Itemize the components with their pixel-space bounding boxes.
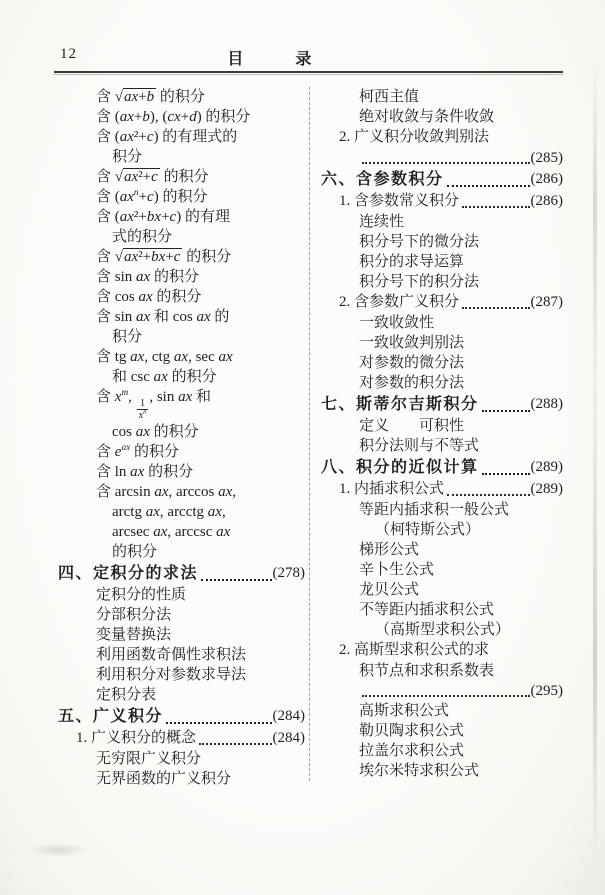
toc-entry bbox=[96, 247, 305, 267]
toc-entry-text: 积分号下的积分法 bbox=[359, 274, 480, 290]
toc-entry-text: 定积分的性质 bbox=[96, 587, 187, 604]
toc-entry-text: 1. 含参数常义积分 bbox=[339, 193, 460, 209]
toc-entry bbox=[96, 387, 305, 422]
toc-entry bbox=[339, 640, 563, 661]
toc-entry bbox=[112, 147, 305, 167]
toc-entry-text: （高斯型求积公式） bbox=[375, 622, 511, 638]
toc-entry bbox=[96, 107, 305, 127]
toc-entry-text: 七、斯蒂尔吉斯积分 bbox=[321, 396, 479, 413]
toc-entry bbox=[96, 605, 305, 625]
dot-leader bbox=[447, 494, 529, 496]
toc-entry-text: 龙贝公式 bbox=[359, 582, 420, 598]
toc-entry-page-number: (286) bbox=[530, 171, 563, 187]
toc-entry-text: 柯西主值 bbox=[359, 89, 420, 105]
toc-entry-text: 对参数的积分法 bbox=[359, 375, 465, 391]
toc-entry bbox=[359, 761, 563, 781]
toc-entry bbox=[359, 212, 563, 232]
toc-entry-text: 埃尔米特求积公式 bbox=[359, 763, 480, 779]
toc-entry-text: 勒贝陶求积公式 bbox=[359, 723, 465, 739]
toc-entry bbox=[96, 442, 305, 462]
toc-entry-text: 定义 可积性 bbox=[359, 418, 465, 434]
toc-entry bbox=[359, 353, 563, 373]
toc-entry bbox=[339, 292, 563, 313]
toc-entry-text: 辛卜生公式 bbox=[359, 562, 435, 578]
toc-entry bbox=[359, 333, 563, 353]
dot-leader bbox=[482, 473, 530, 475]
toc-entry bbox=[359, 600, 563, 620]
toc-entry bbox=[112, 422, 305, 442]
toc-section-entry bbox=[58, 705, 305, 728]
toc-section-entry bbox=[321, 168, 563, 191]
toc-entry-page-number: (288) bbox=[530, 396, 563, 412]
toc-entry bbox=[359, 580, 563, 600]
toc-entry bbox=[359, 741, 563, 761]
toc-entry-text: 的积分 bbox=[112, 544, 158, 561]
toc-entry-text: 含 √ax²+bx+c 的积分 bbox=[96, 249, 232, 265]
toc-entry bbox=[112, 502, 305, 522]
toc-entry-page-number: (295) bbox=[530, 683, 563, 699]
toc-entry-text: 含 cos ax 的积分 bbox=[96, 289, 202, 305]
radical-expression: √ax²+bx+c bbox=[114, 249, 181, 265]
toc-entry-text: 对参数的微分法 bbox=[359, 355, 465, 371]
radical-expression: √ax²+c bbox=[114, 169, 158, 185]
toc-entry bbox=[96, 87, 305, 107]
dot-leader bbox=[199, 743, 271, 745]
toc-entry bbox=[359, 721, 563, 741]
toc-entry-text: 四、定积分的求法 bbox=[58, 565, 199, 583]
toc-entry-text: 积分 bbox=[112, 329, 143, 345]
toc-entry-text: 分部积分法 bbox=[96, 607, 172, 624]
toc-entry bbox=[96, 645, 305, 665]
toc-entry-text: 定积分表 bbox=[96, 687, 157, 704]
toc-entry bbox=[96, 462, 305, 482]
toc-entry-text: （柯特斯公式） bbox=[375, 522, 481, 538]
toc-entry-text: 含 $x^m$, $\frac{1}{x^n}$ , sin ax 和 bbox=[96, 388, 212, 422]
toc-entry bbox=[339, 127, 563, 148]
toc-entry bbox=[96, 685, 305, 705]
toc-entry-text: 积节点和求积系数表 bbox=[359, 663, 495, 679]
toc-entry-text: 无界函数的广义积分 bbox=[96, 771, 232, 788]
toc-entry-text: 含 (ax²+bx+c) 的有理 bbox=[96, 209, 230, 225]
toc-entry-text: arctg ax, arcctg ax, bbox=[112, 504, 226, 521]
toc-entry-page-number: (284) bbox=[272, 708, 305, 725]
toc-entry bbox=[375, 620, 563, 640]
toc-entry bbox=[96, 585, 305, 605]
toc-entry bbox=[359, 87, 563, 107]
toc-entry-text: 1. 广义积分的概念 bbox=[76, 730, 197, 747]
toc-entry-text: 无穷限广义积分 bbox=[96, 751, 202, 768]
dot-leader bbox=[482, 410, 530, 412]
toc-entry-text: 六、含参数积分 bbox=[321, 171, 444, 188]
toc-entry bbox=[359, 373, 563, 393]
toc-entry-text: 和 csc ax 的积分 bbox=[112, 369, 217, 385]
toc-entry bbox=[359, 232, 563, 252]
toc-entry-text: 含 (ax+b), (cx+d) 的积分 bbox=[96, 109, 251, 125]
toc-entry bbox=[96, 187, 305, 207]
toc-entry-text: 含 √ax²+c 的积分 bbox=[96, 169, 209, 185]
toc-entry bbox=[96, 267, 305, 287]
toc-entry bbox=[96, 665, 305, 685]
dot-leader bbox=[201, 579, 271, 581]
page-title: 目 录 bbox=[227, 51, 330, 68]
dot-leader bbox=[362, 695, 530, 697]
dot-leader bbox=[166, 722, 271, 724]
toc-entry-page-number: (287) bbox=[530, 294, 563, 310]
toc-entry-text: 含 $e^{ax}$ 的积分 bbox=[96, 443, 179, 461]
dot-leader bbox=[362, 162, 530, 164]
toc-entry-text: 八、积分的近似计算 bbox=[321, 459, 479, 476]
toc-entry-page-number: (284) bbox=[272, 730, 305, 747]
scan-edge-artifact bbox=[593, 60, 597, 865]
toc-entry bbox=[359, 560, 563, 580]
toc-entry bbox=[96, 482, 305, 502]
toc-entry-page-number: (289) bbox=[530, 459, 563, 475]
toc-entry-text: 含 $(ax^n+c)$ 的积分 bbox=[96, 188, 208, 205]
header-rule bbox=[54, 71, 563, 75]
toc-section-entry bbox=[58, 562, 305, 585]
toc-entry bbox=[339, 479, 563, 500]
toc-entry-text: 式的积分 bbox=[112, 229, 173, 245]
toc-entry bbox=[359, 436, 563, 456]
toc-entry-text: 2. 广义积分收敛判别法 bbox=[339, 129, 490, 145]
toc-entry-text: 绝对收敛与条件收敛 bbox=[359, 109, 495, 125]
toc-entry-text: 高斯求积公式 bbox=[359, 703, 450, 719]
toc-entry-text: 含 sin ax 和 cos ax 的 bbox=[96, 309, 230, 325]
toc-section-entry bbox=[321, 393, 563, 416]
toc-entry-text: 积分的求导运算 bbox=[359, 254, 465, 270]
toc-entry-text: 利用积分对参数求导法 bbox=[96, 667, 247, 684]
toc-entry-text: 2. 高斯型求积公式的求 bbox=[339, 642, 490, 658]
toc-entry-text: 不等距内插求积公式 bbox=[359, 602, 495, 618]
toc-entry-page-number: (289) bbox=[530, 481, 563, 497]
toc-entry bbox=[359, 416, 563, 436]
toc-entry bbox=[96, 307, 305, 327]
toc-entry-text: 含 ln ax 的积分 bbox=[96, 464, 194, 481]
toc-entry-text: 含 (ax²+c) 的有理式的 bbox=[96, 129, 238, 145]
dot-leader bbox=[462, 307, 529, 309]
toc-entry bbox=[375, 520, 563, 540]
toc-entry-text: 五、广义积分 bbox=[58, 708, 164, 726]
toc-entry bbox=[112, 367, 305, 387]
toc-entry bbox=[96, 347, 305, 367]
toc-entry-text: 连续性 bbox=[359, 214, 405, 230]
toc-entry bbox=[112, 227, 305, 247]
toc-entry bbox=[359, 661, 563, 681]
toc-entry bbox=[359, 701, 563, 721]
toc-entry bbox=[96, 127, 305, 147]
scan-smudge-artifact bbox=[28, 843, 88, 857]
toc-entry bbox=[359, 107, 563, 127]
toc-entry-text: 一致收敛性 bbox=[359, 315, 435, 331]
toc-entry-text: 变量替换法 bbox=[96, 627, 172, 644]
toc-entry-text: 积分 bbox=[112, 149, 143, 165]
toc-entry bbox=[359, 313, 563, 333]
toc-entry-text: 一致收敛判别法 bbox=[359, 335, 465, 351]
toc-content bbox=[58, 87, 563, 789]
toc-entry bbox=[359, 252, 563, 272]
toc-entry bbox=[96, 625, 305, 645]
toc-entry-text: 含 sin ax 的积分 bbox=[96, 269, 199, 285]
toc-entry-text: 1. 内插求积公式 bbox=[339, 481, 445, 497]
toc-entry bbox=[112, 327, 305, 347]
fraction-expression: $\frac{1}{x^n}$ bbox=[138, 397, 147, 422]
toc-entry bbox=[76, 728, 305, 749]
toc-entry-text: 积分法则与不等式 bbox=[359, 438, 480, 454]
toc-entry bbox=[96, 287, 305, 307]
radical-expression: √ax+b bbox=[114, 89, 155, 105]
toc-section-entry bbox=[321, 456, 563, 479]
toc-entry bbox=[96, 769, 305, 789]
toc-entry bbox=[359, 148, 563, 168]
toc-entry-text: 拉盖尔求积公式 bbox=[359, 743, 465, 759]
toc-entry bbox=[96, 749, 305, 769]
toc-entry bbox=[359, 681, 563, 701]
toc-entry bbox=[96, 167, 305, 187]
toc-entry-page-number: (285) bbox=[530, 150, 563, 166]
toc-entry-page-number: (286) bbox=[530, 193, 563, 209]
toc-entry-text: 利用函数奇偶性求积法 bbox=[96, 647, 247, 664]
toc-entry-text: 2. 含参数广义积分 bbox=[339, 294, 460, 310]
toc-entry bbox=[359, 500, 563, 520]
toc-entry-page-number: (278) bbox=[272, 565, 305, 582]
toc-entry bbox=[339, 191, 563, 212]
dot-leader bbox=[447, 185, 530, 187]
toc-column-right bbox=[309, 87, 563, 781]
toc-entry bbox=[96, 207, 305, 227]
toc-entry-text: cos ax 的积分 bbox=[112, 424, 199, 441]
toc-entry bbox=[359, 272, 563, 292]
page-number: 12 bbox=[60, 46, 77, 62]
toc-entry bbox=[359, 540, 563, 560]
toc-entry-text: 梯形公式 bbox=[359, 542, 420, 558]
toc-entry-text: 含 tg ax, ctg ax, sec ax bbox=[96, 349, 233, 365]
toc-entry-text: arcsec ax, arccsc ax bbox=[112, 524, 231, 541]
toc-entry bbox=[112, 522, 305, 542]
dot-leader bbox=[462, 206, 529, 208]
toc-column-left bbox=[58, 87, 309, 789]
toc-entry-text: 含 arcsin ax, arccos ax, bbox=[96, 484, 236, 501]
toc-entry-text: 等距内插求积一般公式 bbox=[359, 502, 510, 518]
toc-entry-text: 积分号下的微分法 bbox=[359, 234, 480, 250]
toc-entry bbox=[112, 542, 305, 562]
page-header bbox=[58, 46, 559, 68]
toc-entry-text: 含 √ax+b 的积分 bbox=[96, 89, 205, 105]
